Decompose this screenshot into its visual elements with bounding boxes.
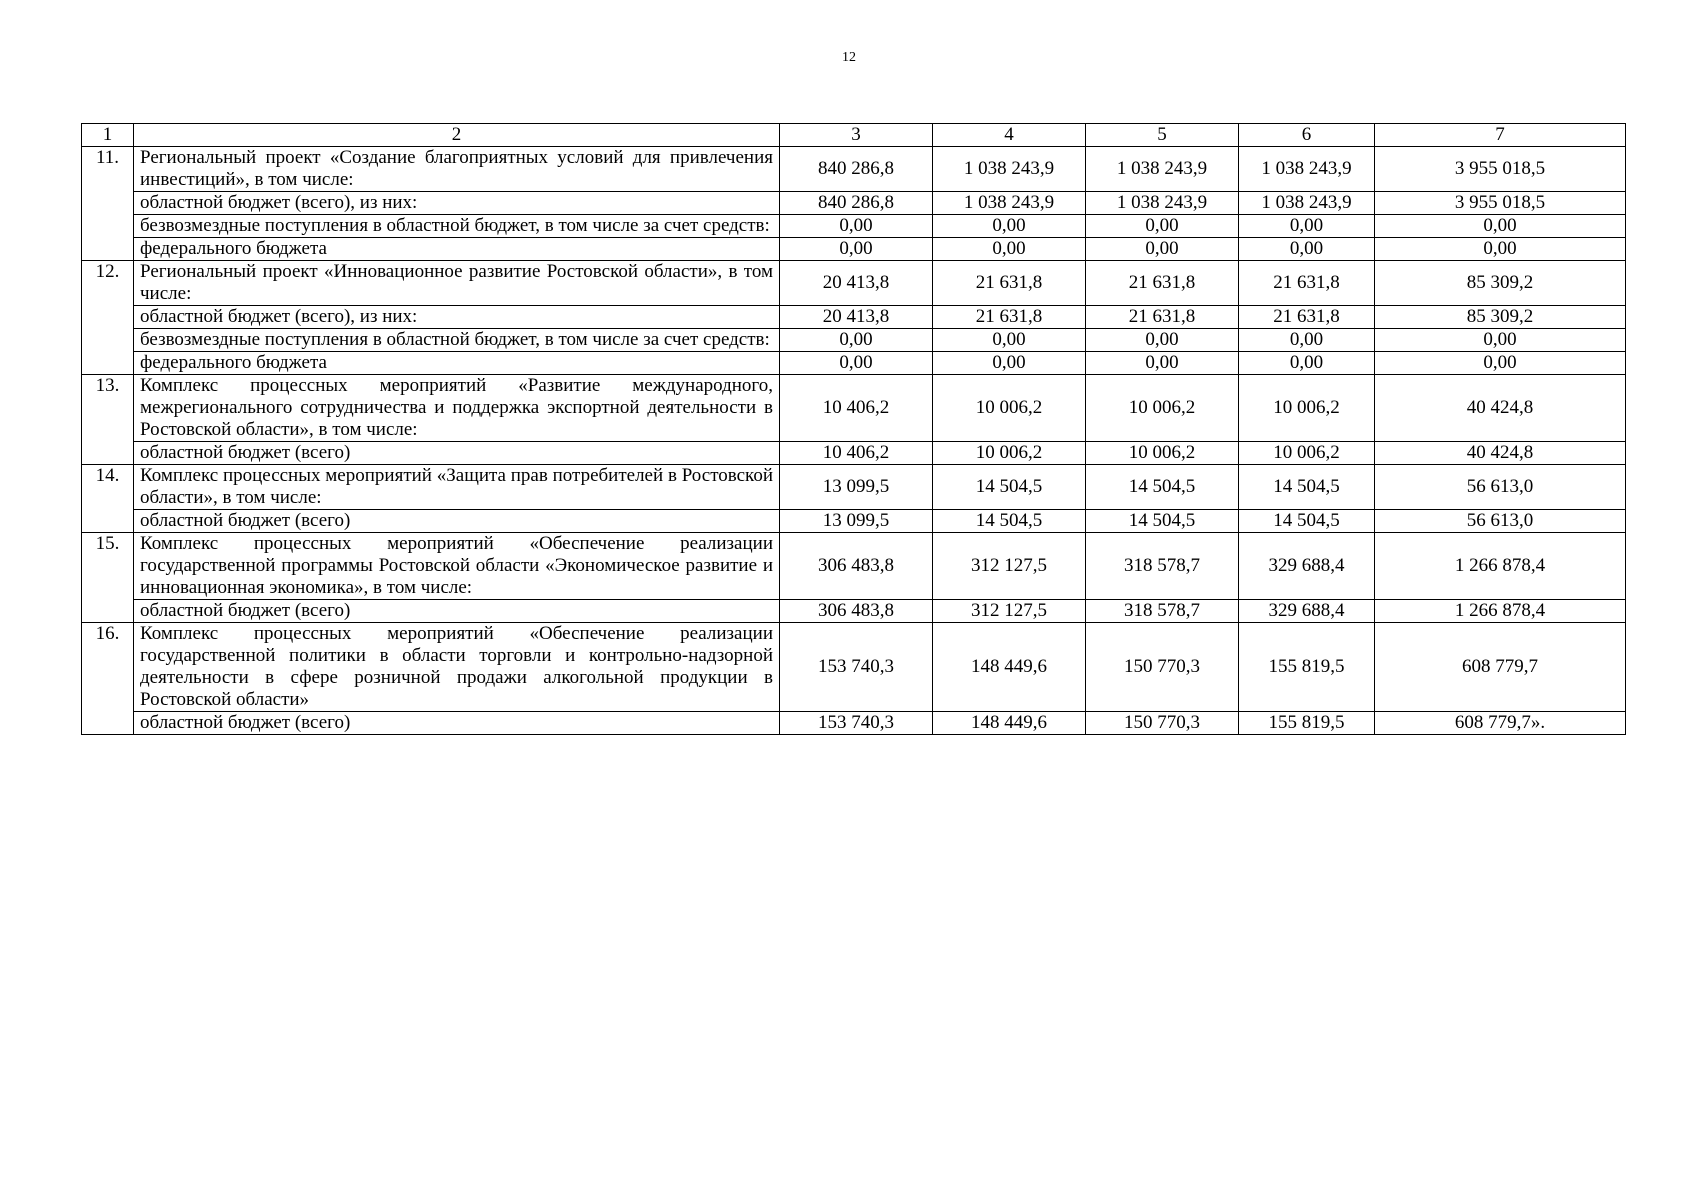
value-cell: 0,00 — [1375, 215, 1626, 238]
value-cell: 21 631,8 — [1086, 261, 1239, 306]
value-cell: 153 740,3 — [780, 712, 933, 735]
value-cell: 0,00 — [780, 352, 933, 375]
value-cell: 1 038 243,9 — [1086, 192, 1239, 215]
value-cell: 318 578,7 — [1086, 533, 1239, 600]
table-row — [82, 442, 1626, 465]
value-cell: 14 504,5 — [933, 465, 1086, 510]
value-cell: 10 406,2 — [780, 442, 933, 465]
value-cell: 10 006,2 — [1086, 442, 1239, 465]
table-row — [82, 465, 1626, 510]
value-cell: 306 483,8 — [780, 533, 933, 600]
value-cell: 56 613,0 — [1375, 510, 1626, 533]
table-row — [82, 510, 1626, 533]
value-cell: 1 038 243,9 — [1239, 147, 1375, 192]
value-cell: 840 286,8 — [780, 147, 933, 192]
row-label: областной бюджет (всего), из них: — [134, 306, 780, 329]
row-label: Комплекс процессных мероприятий «Развитие международного, межрегионального сотрудничества и поддержка экспортной деятельности в Ростовской области», в том числе: — [134, 375, 780, 442]
table-row — [82, 352, 1626, 375]
row-label: Комплекс процессных мероприятий «Защита прав потребителей в Ростовской области», в том числе: — [134, 465, 780, 510]
value-cell: 1 266 878,4 — [1375, 533, 1626, 600]
value-cell: 0,00 — [1375, 238, 1626, 261]
value-cell: 56 613,0 — [1375, 465, 1626, 510]
row-label: Комплекс процессных мероприятий «Обеспечение реализации государственной политики в области торговли и контрольно-надзорной деятельности в сфере розничной продажи алкогольной продукции в Ростовской области» — [134, 623, 780, 712]
value-cell: 0,00 — [1375, 329, 1626, 352]
table-row — [82, 215, 1626, 238]
value-cell: 0,00 — [1086, 215, 1239, 238]
value-cell: 0,00 — [933, 329, 1086, 352]
header-row — [82, 124, 1626, 147]
value-cell: 14 504,5 — [1086, 510, 1239, 533]
header-col-3: 3 — [780, 124, 933, 147]
row-label: безвозмездные поступления в областной бюджет, в том числе за счет средств: — [134, 215, 780, 238]
value-cell: 14 504,5 — [1239, 465, 1375, 510]
section-number: 12. — [82, 261, 134, 375]
value-cell: 10 406,2 — [780, 375, 933, 442]
value-cell: 10 006,2 — [1239, 442, 1375, 465]
value-cell: 1 038 243,9 — [933, 192, 1086, 215]
header-col-7: 7 — [1375, 124, 1626, 147]
value-cell: 155 819,5 — [1239, 623, 1375, 712]
table-row — [82, 600, 1626, 623]
value-cell: 318 578,7 — [1086, 600, 1239, 623]
value-cell: 306 483,8 — [780, 600, 933, 623]
row-label: областной бюджет (всего) — [134, 510, 780, 533]
value-cell: 1 266 878,4 — [1375, 600, 1626, 623]
value-cell: 40 424,8 — [1375, 375, 1626, 442]
section-number: 16. — [82, 623, 134, 735]
value-cell: 10 006,2 — [933, 375, 1086, 442]
value-cell: 0,00 — [1239, 352, 1375, 375]
value-cell: 40 424,8 — [1375, 442, 1626, 465]
value-cell: 0,00 — [780, 215, 933, 238]
value-cell: 1 038 243,9 — [933, 147, 1086, 192]
header-col-1: 1 — [82, 124, 134, 147]
value-cell: 148 449,6 — [933, 623, 1086, 712]
value-cell: 0,00 — [1086, 329, 1239, 352]
value-cell: 21 631,8 — [933, 261, 1086, 306]
value-cell: 14 504,5 — [933, 510, 1086, 533]
row-label: областной бюджет (всего) — [134, 442, 780, 465]
value-cell: 0,00 — [1086, 238, 1239, 261]
value-cell: 14 504,5 — [1086, 465, 1239, 510]
value-cell: 1 038 243,9 — [1086, 147, 1239, 192]
value-cell: 329 688,4 — [1239, 533, 1375, 600]
value-cell: 0,00 — [933, 215, 1086, 238]
value-cell: 0,00 — [933, 238, 1086, 261]
value-cell: 608 779,7». — [1375, 712, 1626, 735]
value-cell: 155 819,5 — [1239, 712, 1375, 735]
value-cell: 150 770,3 — [1086, 712, 1239, 735]
header-col-2: 2 — [134, 124, 780, 147]
value-cell: 0,00 — [1086, 352, 1239, 375]
value-cell: 21 631,8 — [1239, 306, 1375, 329]
row-label: областной бюджет (всего) — [134, 600, 780, 623]
row-label: областной бюджет (всего) — [134, 712, 780, 735]
header-col-5: 5 — [1086, 124, 1239, 147]
table-row — [82, 306, 1626, 329]
value-cell: 0,00 — [780, 329, 933, 352]
value-cell: 10 006,2 — [1086, 375, 1239, 442]
section-number: 15. — [82, 533, 134, 623]
header-col-4: 4 — [933, 124, 1086, 147]
table-row — [82, 192, 1626, 215]
value-cell: 85 309,2 — [1375, 306, 1626, 329]
value-cell: 329 688,4 — [1239, 600, 1375, 623]
table-row — [82, 329, 1626, 352]
row-label: безвозмездные поступления в областной бюджет, в том числе за счет средств: — [134, 329, 780, 352]
value-cell: 1 038 243,9 — [1239, 192, 1375, 215]
row-label: Региональный проект «Инновационное развитие Ростовской области», в том числе: — [134, 261, 780, 306]
value-cell: 3 955 018,5 — [1375, 147, 1626, 192]
value-cell: 85 309,2 — [1375, 261, 1626, 306]
value-cell: 312 127,5 — [933, 600, 1086, 623]
value-cell: 20 413,8 — [780, 306, 933, 329]
value-cell: 13 099,5 — [780, 510, 933, 533]
table-row — [82, 375, 1626, 442]
value-cell: 153 740,3 — [780, 623, 933, 712]
value-cell: 14 504,5 — [1239, 510, 1375, 533]
value-cell: 10 006,2 — [933, 442, 1086, 465]
value-cell: 21 631,8 — [1086, 306, 1239, 329]
table-row — [82, 533, 1626, 600]
value-cell: 10 006,2 — [1239, 375, 1375, 442]
row-label: Комплекс процессных мероприятий «Обеспечение реализации государственной программы Ростовской области «Экономическое развитие и инновационная экономика», в том числе: — [134, 533, 780, 600]
table-row — [82, 623, 1626, 712]
budget-table — [81, 123, 1626, 735]
value-cell: 20 413,8 — [780, 261, 933, 306]
value-cell: 608 779,7 — [1375, 623, 1626, 712]
page-number: 12 — [842, 50, 856, 65]
section-number: 14. — [82, 465, 134, 533]
table-row — [82, 712, 1626, 735]
row-label: Региональный проект «Создание благоприятных условий для привлечения инвестиций», в том числе: — [134, 147, 780, 192]
value-cell: 0,00 — [1375, 352, 1626, 375]
section-number: 11. — [82, 147, 134, 261]
value-cell: 0,00 — [780, 238, 933, 261]
value-cell: 0,00 — [1239, 329, 1375, 352]
section-number: 13. — [82, 375, 134, 465]
value-cell: 840 286,8 — [780, 192, 933, 215]
row-label: федерального бюджета — [134, 238, 780, 261]
table-row — [82, 238, 1626, 261]
value-cell: 148 449,6 — [933, 712, 1086, 735]
value-cell: 3 955 018,5 — [1375, 192, 1626, 215]
value-cell: 21 631,8 — [1239, 261, 1375, 306]
value-cell: 312 127,5 — [933, 533, 1086, 600]
header-col-6: 6 — [1239, 124, 1375, 147]
table-row — [82, 261, 1626, 306]
table-row — [82, 147, 1626, 192]
row-label: областной бюджет (всего), из них: — [134, 192, 780, 215]
value-cell: 0,00 — [933, 352, 1086, 375]
row-label: федерального бюджета — [134, 352, 780, 375]
value-cell: 13 099,5 — [780, 465, 933, 510]
value-cell: 150 770,3 — [1086, 623, 1239, 712]
value-cell: 0,00 — [1239, 238, 1375, 261]
value-cell: 21 631,8 — [933, 306, 1086, 329]
value-cell: 0,00 — [1239, 215, 1375, 238]
